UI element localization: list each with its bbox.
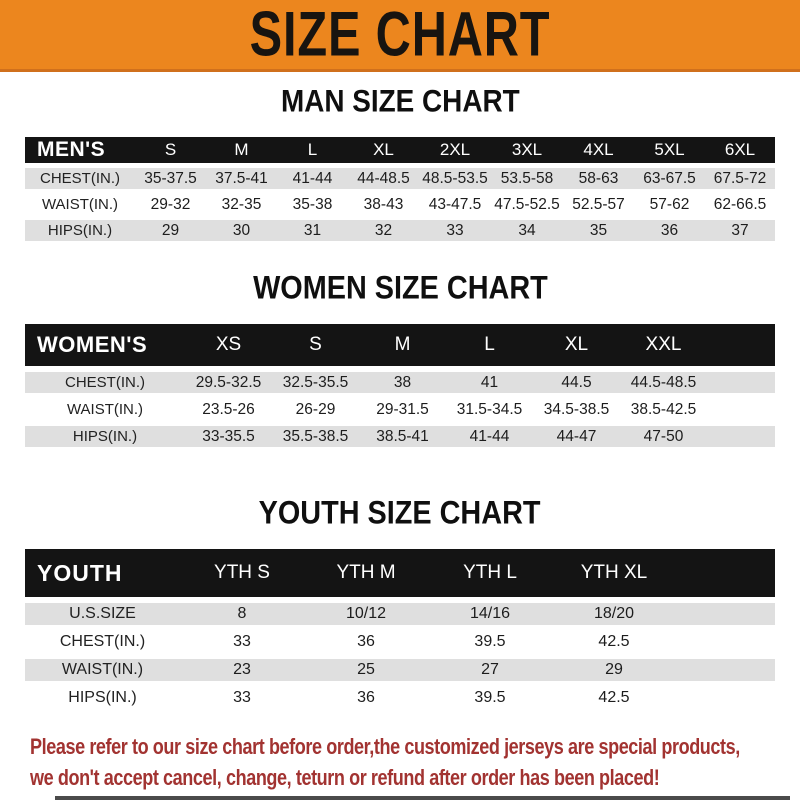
cell: 38.5-42.5: [620, 399, 707, 420]
cell: 29-32: [135, 194, 206, 215]
cell: 35-37.5: [135, 168, 206, 189]
cell: 33: [180, 631, 304, 653]
cell: 32-35: [206, 194, 277, 215]
cell: 38.5-41: [359, 426, 446, 447]
men-col-5xl: 5XL: [634, 137, 705, 163]
men-col-6xl: 6XL: [705, 137, 775, 163]
cell: 36: [634, 220, 705, 241]
row-label: CHEST(IN.): [25, 631, 180, 653]
youth-waist-row: [25, 659, 775, 681]
women-col-xl: XL: [533, 324, 620, 366]
women-waist-row: [25, 399, 775, 420]
cell: 18/20: [552, 603, 676, 625]
spacer-cell: [707, 324, 775, 366]
cell: 67.5-72: [705, 168, 775, 189]
row-label: U.S.SIZE: [25, 603, 180, 625]
cell: 33: [180, 687, 304, 709]
cell: 32.5-35.5: [272, 372, 359, 393]
youth-col-m: YTH M: [304, 549, 428, 597]
youth-corner-label: YOUTH: [25, 549, 180, 597]
cell: 41: [446, 372, 533, 393]
cell: 41-44: [277, 168, 348, 189]
cell: 31: [277, 220, 348, 241]
cell: 41-44: [446, 426, 533, 447]
cell: 35.5-38.5: [272, 426, 359, 447]
women-size-table: [25, 318, 775, 453]
spacer-cell: [707, 372, 775, 393]
cell: 38-43: [348, 194, 419, 215]
spacer-cell: [676, 631, 775, 653]
youth-hips-row: [25, 687, 775, 709]
footer-note: [30, 731, 800, 793]
women-col-s: S: [272, 324, 359, 366]
women-col-m: M: [359, 324, 446, 366]
row-label: HIPS(IN.): [25, 426, 185, 447]
spacer-cell: [676, 549, 775, 597]
cell: 44-48.5: [348, 168, 419, 189]
row-label: HIPS(IN.): [25, 220, 135, 241]
cell: 33-35.5: [185, 426, 272, 447]
footer-line-1: Please refer to our size chart before order,the customized jerseys are special products,: [30, 734, 740, 759]
men-col-m: M: [206, 137, 277, 163]
cell: 63-67.5: [634, 168, 705, 189]
cell: 29: [552, 659, 676, 681]
cell: 23.5-26: [185, 399, 272, 420]
cell: 53.5-58: [491, 168, 563, 189]
women-section-title: WOMEN SIZE CHART: [252, 269, 548, 306]
row-label: WAIST(IN.): [25, 659, 180, 681]
spacer-cell: [707, 399, 775, 420]
youth-chest-row: [25, 631, 775, 653]
cell: 23: [180, 659, 304, 681]
cell: 37.5-41: [206, 168, 277, 189]
women-corner-label: WOMEN'S: [25, 324, 185, 366]
banner: [0, 0, 800, 72]
cell: 32: [348, 220, 419, 241]
cell: 44.5-48.5: [620, 372, 707, 393]
cell: 52.5-57: [563, 194, 634, 215]
cell: 29.5-32.5: [185, 372, 272, 393]
cell: 44-47: [533, 426, 620, 447]
cell: 35: [563, 220, 634, 241]
cell: 34.5-38.5: [533, 399, 620, 420]
youth-col-l: YTH L: [428, 549, 552, 597]
cell: 58-63: [563, 168, 634, 189]
cell: 33: [419, 220, 491, 241]
row-label: WAIST(IN.): [25, 194, 135, 215]
row-label: HIPS(IN.): [25, 687, 180, 709]
youth-ussize-row: [25, 603, 775, 625]
row-label: CHEST(IN.): [25, 372, 185, 393]
spacer-cell: [707, 426, 775, 447]
cell: 37: [705, 220, 775, 241]
women-header-row: [25, 324, 775, 366]
men-col-2xl: 2XL: [419, 137, 491, 163]
spacer-cell: [676, 687, 775, 709]
women-col-xs: XS: [185, 324, 272, 366]
cell: 30: [206, 220, 277, 241]
cell: 34: [491, 220, 563, 241]
row-label: WAIST(IN.): [25, 399, 185, 420]
men-hips-row: [25, 220, 775, 241]
women-section-heading: [0, 270, 800, 306]
cell: 14/16: [428, 603, 552, 625]
youth-col-xl: YTH XL: [552, 549, 676, 597]
man-section-title: MAN SIZE CHART: [280, 84, 520, 119]
men-col-3xl: 3XL: [491, 137, 563, 163]
men-waist-row: [25, 194, 775, 215]
spacer-cell: [676, 659, 775, 681]
cell: 10/12: [304, 603, 428, 625]
cell: 47.5-52.5: [491, 194, 563, 215]
men-col-xl: XL: [348, 137, 419, 163]
men-col-4xl: 4XL: [563, 137, 634, 163]
men-col-l: L: [277, 137, 348, 163]
cell: 29: [135, 220, 206, 241]
cell: 8: [180, 603, 304, 625]
cell: 36: [304, 687, 428, 709]
cell: 29-31.5: [359, 399, 446, 420]
cell: 42.5: [552, 687, 676, 709]
cell: 39.5: [428, 631, 552, 653]
cell: 47-50: [620, 426, 707, 447]
youth-section-title: YOUTH SIZE CHART: [259, 494, 541, 531]
cell: 26-29: [272, 399, 359, 420]
women-col-xxl: XXL: [620, 324, 707, 366]
cell: 35-38: [277, 194, 348, 215]
cell: 43-47.5: [419, 194, 491, 215]
men-size-table: [25, 132, 775, 246]
women-chest-row: [25, 372, 775, 393]
men-col-s: S: [135, 137, 206, 163]
man-section-heading: [0, 85, 800, 119]
youth-section-heading: [0, 495, 800, 531]
cell: 44.5: [533, 372, 620, 393]
women-hips-row: [25, 426, 775, 447]
cell: 27: [428, 659, 552, 681]
men-header-row: [25, 137, 775, 163]
cell: 42.5: [552, 631, 676, 653]
page-title: SIZE CHART: [249, 0, 551, 70]
bottom-divider: [55, 796, 790, 800]
women-col-l: L: [446, 324, 533, 366]
youth-col-s: YTH S: [180, 549, 304, 597]
cell: 38: [359, 372, 446, 393]
men-corner-label: MEN'S: [25, 137, 135, 163]
cell: 48.5-53.5: [419, 168, 491, 189]
cell: 31.5-34.5: [446, 399, 533, 420]
cell: 57-62: [634, 194, 705, 215]
cell: 25: [304, 659, 428, 681]
cell: 36: [304, 631, 428, 653]
cell: 39.5: [428, 687, 552, 709]
youth-size-table: [25, 543, 775, 715]
cell: 62-66.5: [705, 194, 775, 215]
men-chest-row: [25, 168, 775, 189]
youth-header-row: [25, 549, 775, 597]
spacer-cell: [676, 603, 775, 625]
footer-line-2: we don't accept cancel, change, teturn or refund after order has been placed!: [30, 765, 660, 790]
row-label: CHEST(IN.): [25, 168, 135, 189]
